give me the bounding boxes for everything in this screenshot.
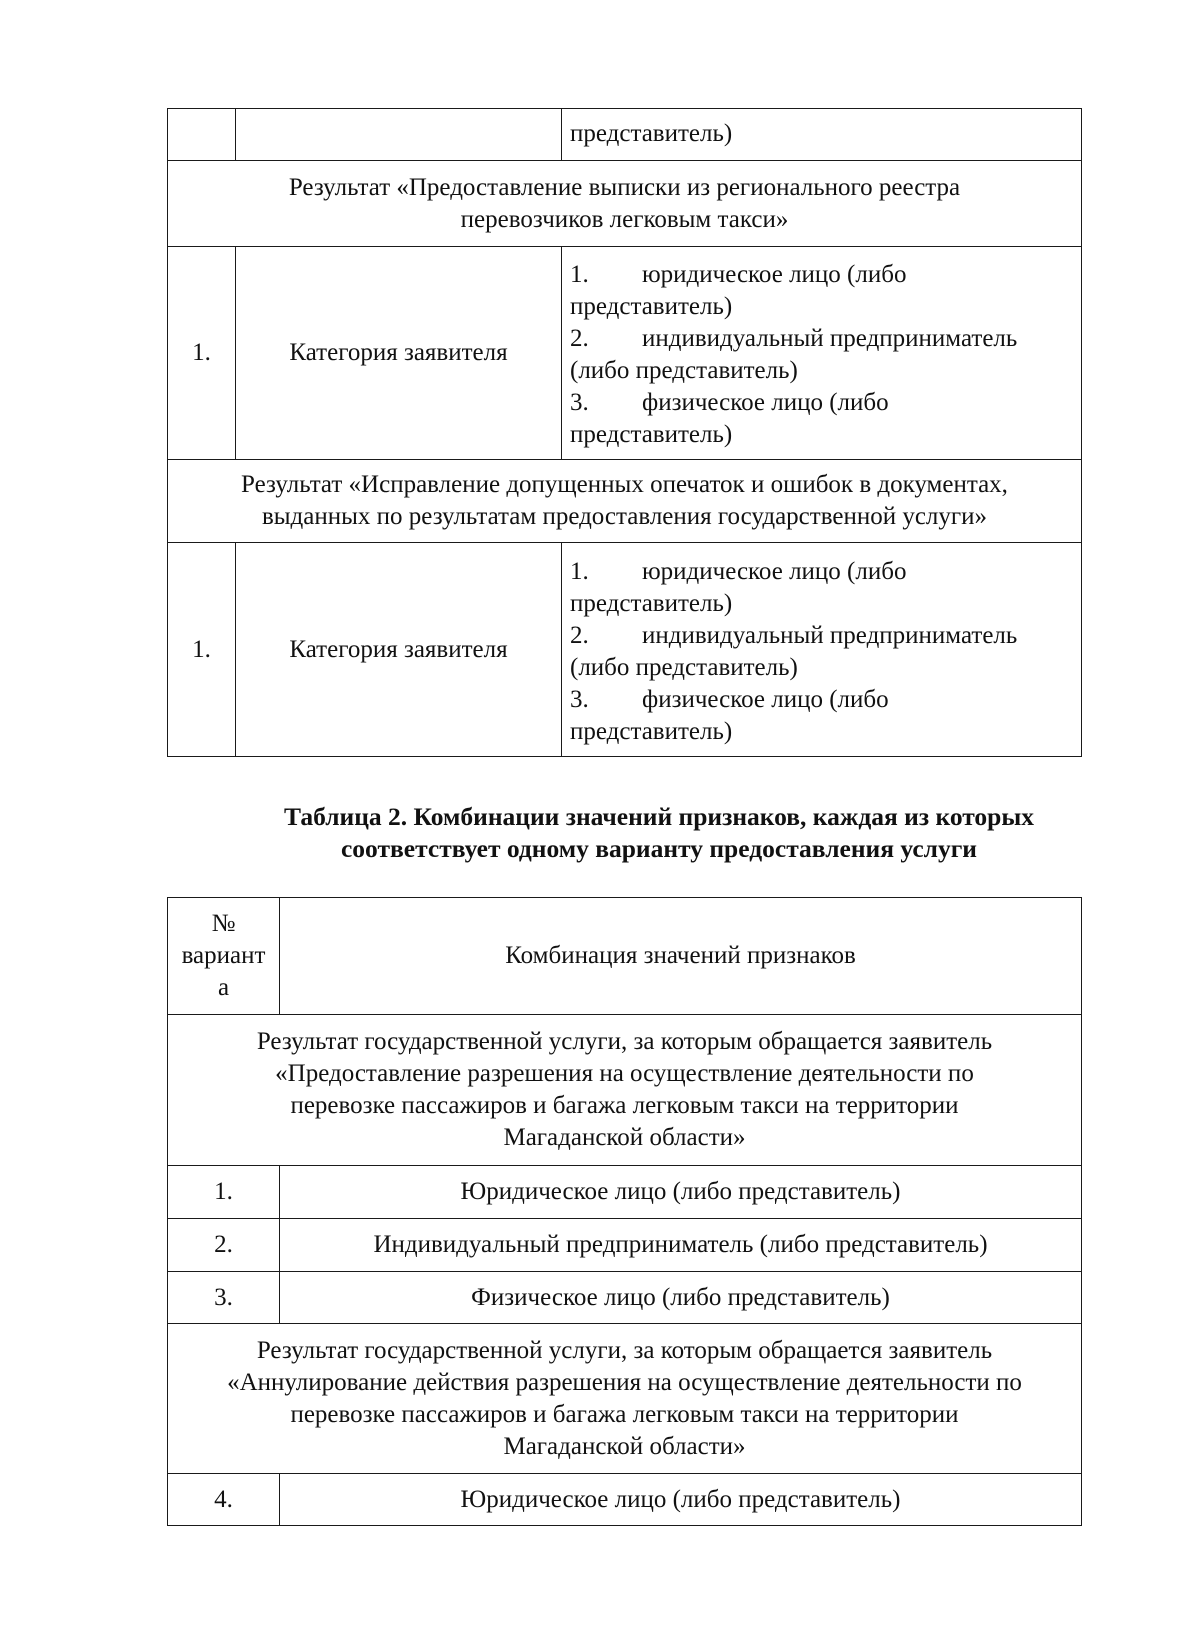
result-text-line: Магаданской области»: [503, 1124, 746, 1151]
table-row: [168, 543, 1082, 757]
value-item: 2. индивидуальный предприниматель: [570, 621, 1018, 649]
variant-number: 4.: [168, 1474, 280, 1526]
row-number: 1.: [168, 247, 236, 460]
table-row: [168, 1219, 1082, 1272]
combination-value: Физическое лицо (либо представитель): [280, 1272, 1082, 1324]
table-cell: [562, 109, 1082, 161]
value-item-cont: представитель): [570, 717, 733, 745]
value-item: 1. юридическое лицо (либо: [570, 261, 907, 288]
header-text-line: а: [217, 974, 230, 1001]
variant-combinations-table: [167, 897, 1082, 1526]
value-item-cont: представитель): [570, 589, 733, 617]
result-text-line: Результат «Предоставление выписки из регионального реестра: [288, 173, 961, 201]
result-text-line: перевозке пассажиров и багажа легковым такси на территории: [290, 1400, 959, 1428]
result-text-line: «Предоставление разрешения на осуществление деятельности по: [275, 1060, 974, 1087]
criteria-table-continuation: [167, 108, 1082, 757]
result-text-line: перевозке пассажиров и багажа легковым такси на территории: [290, 1092, 959, 1119]
result-text-line: перевозчиков легковым такси»: [460, 205, 789, 233]
attribute-name: Категория заявителя: [236, 247, 562, 460]
header-text-line: №: [211, 910, 236, 937]
attribute-name: Категория заявителя: [236, 543, 562, 757]
result-heading-cell: [168, 1324, 1082, 1474]
result-row: [168, 161, 1082, 247]
combination-value: Юридическое лицо (либо представитель): [280, 1474, 1082, 1526]
table-row: [168, 247, 1082, 460]
value-item-cont: представитель): [570, 293, 733, 320]
table-row: [168, 1166, 1082, 1219]
variant-number: 3.: [168, 1272, 280, 1324]
header-text-line: вариант: [181, 942, 266, 969]
title-line: Таблица 2. Комбинации значений признаков, каждая из которых: [283, 802, 1035, 831]
attribute-values: [562, 247, 1082, 460]
result-text-line: выданных по результатам предоставления государственной услуги»: [261, 503, 988, 530]
result-text-line: Результат государственной услуги, за которым обращается заявитель: [256, 1028, 993, 1055]
value-item: 3. физическое лицо (либо: [570, 685, 889, 713]
result-text-line: Результат «Исправление допущенных опечаток и ошибок в документах,: [241, 471, 1008, 498]
value-item-cont: (либо представитель): [570, 357, 798, 384]
value-item: 1. юридическое лицо (либо: [570, 557, 907, 585]
result-heading-cell: [168, 460, 1082, 543]
result-text-line: «Аннулирование действия разрешения на осуществление деятельности по: [227, 1368, 1022, 1396]
table-cell: [236, 109, 562, 161]
combination-header: Комбинация значений признаков: [280, 898, 1082, 1015]
value-item: 2. индивидуальный предприниматель: [570, 325, 1018, 352]
cell-text: представитель): [570, 119, 733, 147]
variant-number-header: [168, 898, 280, 1015]
table-row: [168, 1272, 1082, 1324]
attribute-values: [562, 543, 1082, 757]
table-cell: [168, 109, 236, 161]
variant-number: 1.: [168, 1166, 280, 1219]
row-number: 1.: [168, 543, 236, 757]
variant-number: 2.: [168, 1219, 280, 1272]
value-item: 3. физическое лицо (либо: [570, 389, 889, 416]
table-row: [168, 109, 1082, 161]
result-row: [168, 1015, 1082, 1166]
title-line: соответствует одному варианту предоставления услуги: [340, 834, 978, 863]
combination-value: Индивидуальный предприниматель (либо представитель): [280, 1219, 1082, 1272]
result-heading-cell: [168, 161, 1082, 247]
result-text-line: Магаданской области»: [503, 1432, 746, 1460]
table-header-row: [168, 898, 1082, 1015]
result-text-line: Результат государственной услуги, за которым обращается заявитель: [256, 1336, 993, 1364]
result-heading-cell: [168, 1015, 1082, 1166]
table-row: [168, 1474, 1082, 1526]
value-item-cont: представитель): [570, 421, 733, 448]
table-2-title: [167, 801, 1081, 865]
result-row: [168, 460, 1082, 543]
combination-value: Юридическое лицо (либо представитель): [280, 1166, 1082, 1219]
value-item-cont: (либо представитель): [570, 653, 798, 681]
result-row: [168, 1324, 1082, 1474]
